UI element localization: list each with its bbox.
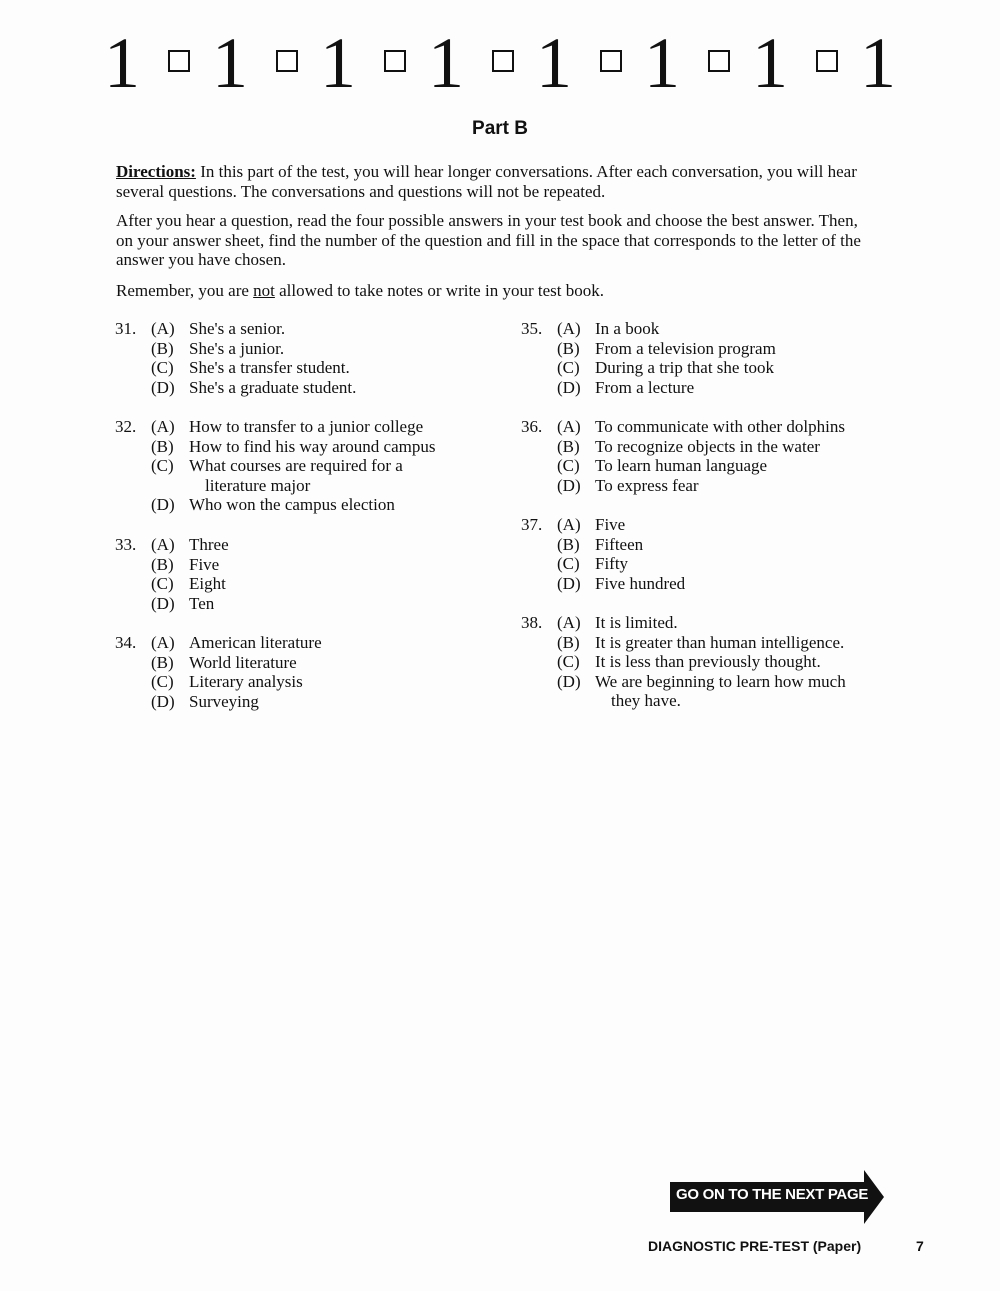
reminder-text: allowed to take notes or write in your test book. xyxy=(274,281,604,300)
option-letter: (A) xyxy=(151,319,175,338)
option-letter: (D) xyxy=(151,594,175,613)
option-text: Five xyxy=(189,555,220,574)
next-page-label: GO ON TO THE NEXT PAGE xyxy=(676,1186,869,1203)
option-text: Who won the campus election xyxy=(189,495,395,514)
option-text: It is less than previously thought. xyxy=(595,652,821,671)
option-text: literature major xyxy=(205,476,311,495)
question-number: 33. xyxy=(115,535,137,554)
section-mark: 1 xyxy=(428,23,464,103)
option-letter: (B) xyxy=(151,653,174,672)
option-letter: (C) xyxy=(151,358,174,377)
option-letter: (D) xyxy=(151,378,175,397)
reminder-text: Remember, you are xyxy=(116,281,254,300)
option-letter: (D) xyxy=(151,692,175,711)
page-number: 7 xyxy=(916,1238,924,1254)
section-mark: 1 xyxy=(536,23,572,103)
option-text: It is greater than human intelligence. xyxy=(595,633,845,652)
question-number: 36. xyxy=(521,417,543,436)
option-text: Ten xyxy=(189,594,215,613)
option-text: To learn human language xyxy=(595,456,768,475)
box-icon xyxy=(492,50,514,72)
option-text: To communicate with other dolphins xyxy=(595,417,845,436)
directions-paragraph xyxy=(116,162,876,201)
option-text: Eight xyxy=(189,574,226,593)
question-number: 38. xyxy=(521,613,543,632)
option-text: From a lecture xyxy=(595,378,695,397)
option-letter: (A) xyxy=(557,319,581,338)
option-letter: (D) xyxy=(151,495,175,514)
reminder-emphasis: not xyxy=(253,281,275,300)
question-number: 32. xyxy=(115,417,137,436)
option-letter: (C) xyxy=(151,456,174,475)
option-text: How to find his way around campus xyxy=(189,437,436,456)
option-letter: (B) xyxy=(557,633,580,652)
option-text: She's a senior. xyxy=(189,319,286,338)
section-header-row xyxy=(100,23,900,103)
box-icon xyxy=(168,50,190,72)
option-letter: (C) xyxy=(151,672,174,691)
section-mark: 1 xyxy=(752,23,788,103)
option-letter: (C) xyxy=(557,456,580,475)
option-text: She's a junior. xyxy=(189,339,285,358)
box-icon xyxy=(276,50,298,72)
box-icon xyxy=(384,50,406,72)
section-mark: 1 xyxy=(212,23,248,103)
option-letter: (B) xyxy=(151,437,174,456)
option-letter: (D) xyxy=(557,378,581,397)
option-text: To recognize objects in the water xyxy=(595,437,820,456)
option-letter: (D) xyxy=(557,574,581,593)
next-page-arrow xyxy=(670,1170,884,1224)
question-number: 34. xyxy=(115,633,137,652)
box-icon xyxy=(708,50,730,72)
question-number: 31. xyxy=(115,319,137,338)
option-text: We are beginning to learn how much xyxy=(595,672,846,691)
option-letter: (C) xyxy=(557,358,580,377)
reminder-paragraph xyxy=(116,281,876,301)
directions-text: In this part of the test, you will hear longer conversations. After each conversation, you will hear several questions. The conversations and questions will not be repeated. xyxy=(116,162,857,201)
part-title: Part B xyxy=(472,118,528,139)
footer-title: DIAGNOSTIC PRE-TEST (Paper) xyxy=(648,1238,862,1254)
section-mark: 1 xyxy=(320,23,356,103)
option-letter: (C) xyxy=(151,574,174,593)
option-letter: (B) xyxy=(557,437,580,456)
option-letter: (A) xyxy=(151,633,175,652)
option-text: She's a graduate student. xyxy=(189,378,357,397)
question-number: 37. xyxy=(521,515,543,534)
option-text: Literary analysis xyxy=(189,672,303,691)
option-text: Five hundred xyxy=(595,574,686,593)
option-letter: (B) xyxy=(557,339,580,358)
option-text: they have. xyxy=(611,691,681,710)
option-letter: (A) xyxy=(557,613,581,632)
option-text: From a television program xyxy=(595,339,776,358)
instructions-paragraph: After you hear a question, read the four possible answers in your test book and choose the best answer. Then, on your answer sheet, find the number of the question and fill in the space that corresponds to the letter of the answer you have chosen. xyxy=(116,211,861,269)
section-mark: 1 xyxy=(104,23,140,103)
option-text: It is limited. xyxy=(595,613,678,632)
option-text: Five xyxy=(595,515,626,534)
section-mark: 1 xyxy=(644,23,680,103)
option-letter: (A) xyxy=(151,417,175,436)
option-letter: (B) xyxy=(151,339,174,358)
box-icon xyxy=(600,50,622,72)
option-letter: (B) xyxy=(557,535,580,554)
option-text: What courses are required for a xyxy=(189,456,403,475)
option-text: In a book xyxy=(595,319,660,338)
option-text: Fifteen xyxy=(595,535,644,554)
directions-label: Directions: xyxy=(116,162,196,181)
option-letter: (A) xyxy=(151,535,175,554)
option-text: Three xyxy=(189,535,229,554)
question-number: 35. xyxy=(521,319,543,338)
option-letter: (B) xyxy=(151,555,174,574)
option-text: World literature xyxy=(189,653,297,672)
option-letter: (D) xyxy=(557,672,581,691)
option-letter: (C) xyxy=(557,554,580,573)
option-text: She's a transfer student. xyxy=(189,358,350,377)
option-text: American literature xyxy=(189,633,322,652)
option-letter: (A) xyxy=(557,417,581,436)
option-text: Fifty xyxy=(595,554,629,573)
option-letter: (C) xyxy=(557,652,580,671)
option-letter: (D) xyxy=(557,476,581,495)
option-text: How to transfer to a junior college xyxy=(189,417,424,436)
option-letter: (A) xyxy=(557,515,581,534)
option-text: To express fear xyxy=(595,476,699,495)
option-text: Surveying xyxy=(189,692,259,711)
box-icon xyxy=(816,50,838,72)
section-mark: 1 xyxy=(860,23,896,103)
option-text: During a trip that she took xyxy=(595,358,774,377)
